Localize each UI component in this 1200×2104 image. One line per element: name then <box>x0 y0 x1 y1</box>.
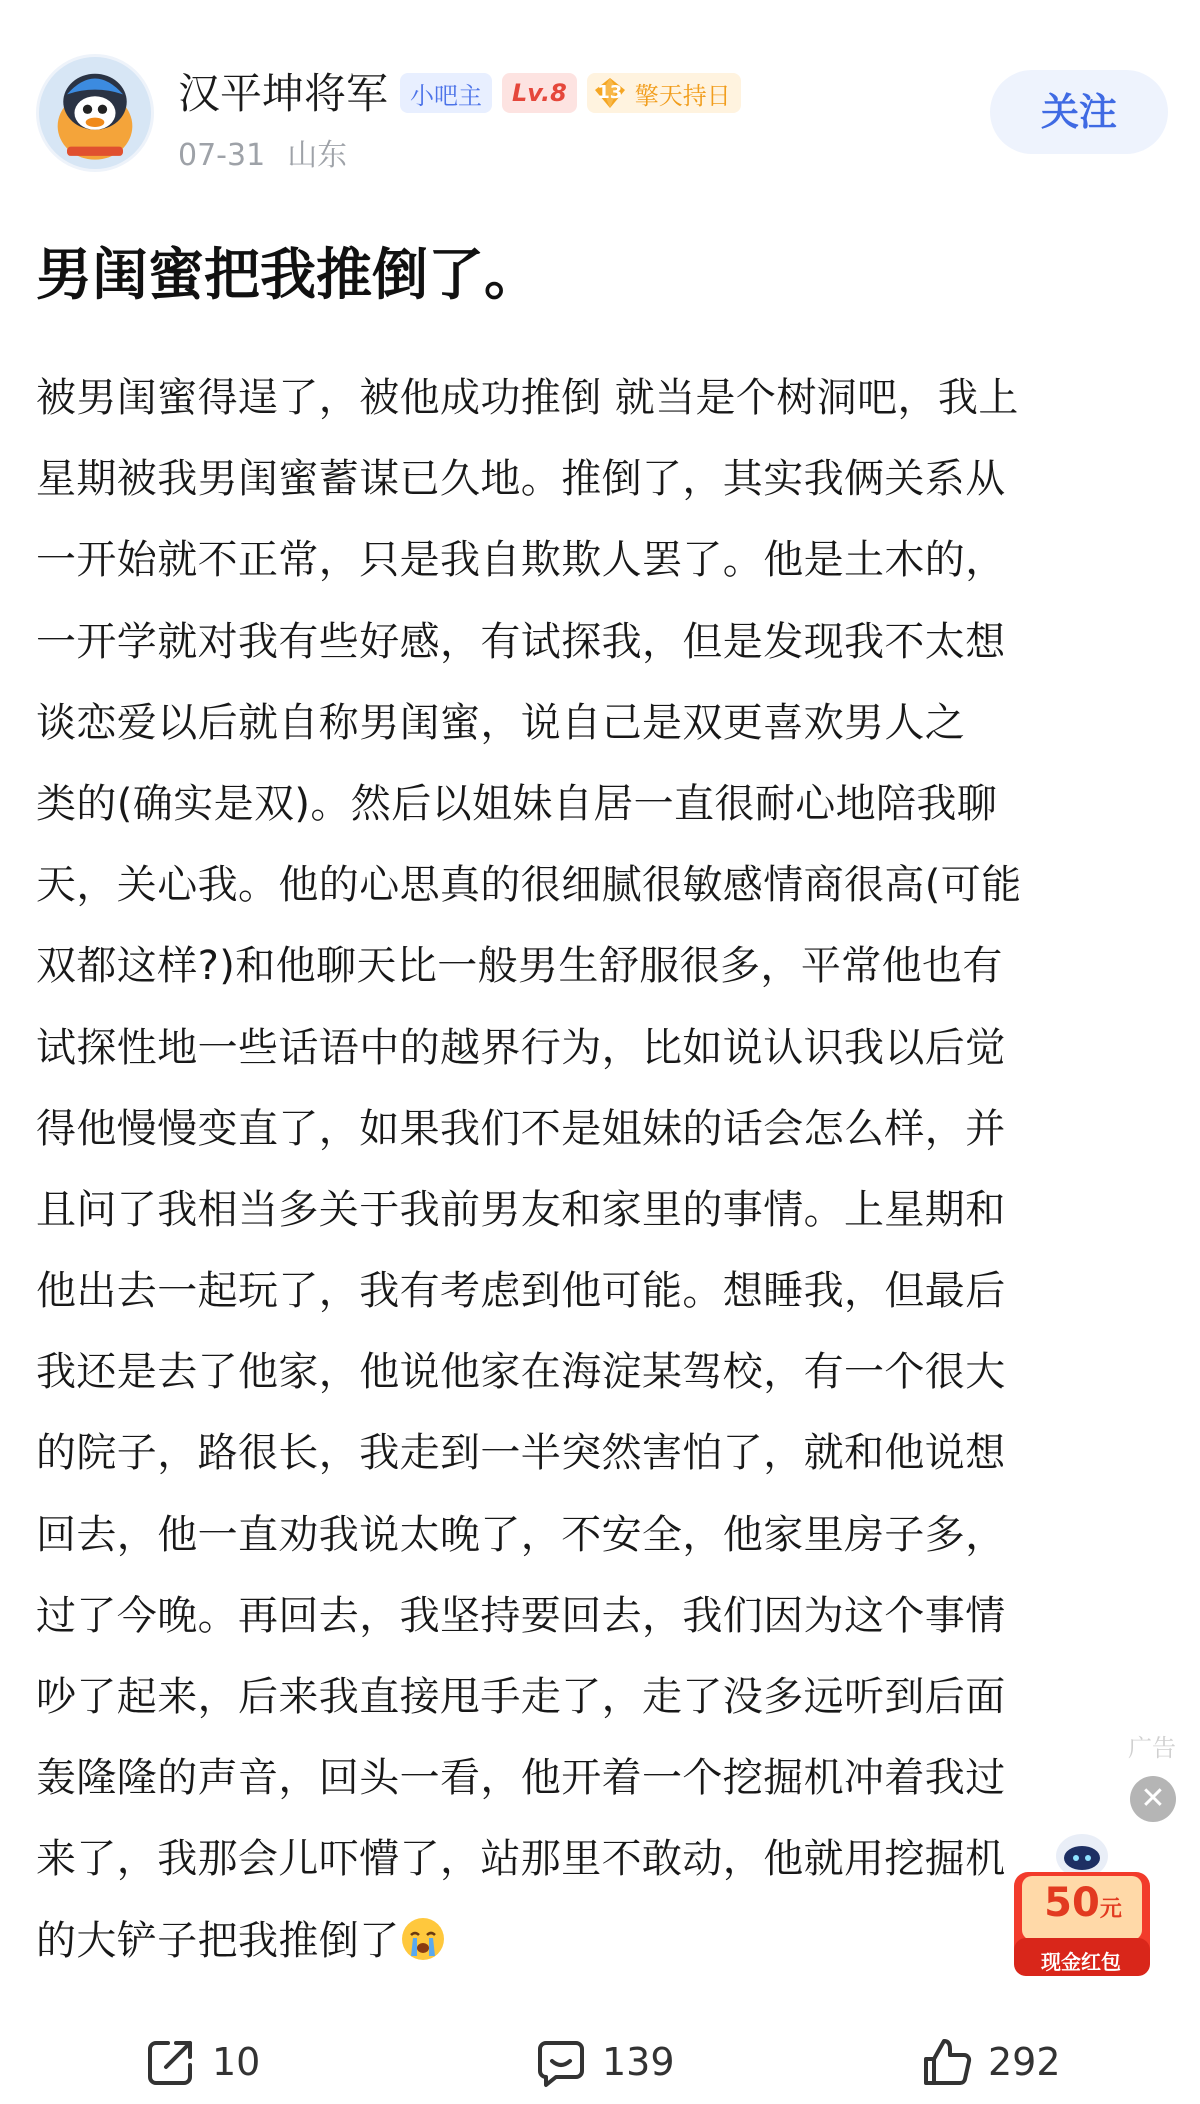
ad-close-icon[interactable]: ✕ <box>1130 1776 1176 1822</box>
body-line: 一开始就不正常，只是我自欺欺人罢了。他是土木的， <box>36 537 1006 584</box>
post-header <box>0 0 1200 190</box>
moderator-badge: 小吧主 <box>400 73 492 113</box>
username[interactable]: 汉平坤将军 <box>178 69 389 118</box>
share-count: 10 <box>212 2040 261 2084</box>
body-line: 谈恋爱以后就自称男闺蜜，说自己是双更喜欢男人之 <box>36 699 966 746</box>
post-location: 山东 <box>287 138 348 173</box>
body-line: 的院子，路很长，我走到一半突然害怕了，就和他说想 <box>36 1430 1006 1477</box>
body-line: 被男闺蜜得逞了，被他成功推倒 就当是个树洞吧，我上 <box>36 375 1019 421</box>
body-line: 得他慢慢变直了，如果我们不是姐妹的话会怎么样，并 <box>36 1105 1006 1152</box>
comment-count: 139 <box>602 2040 675 2084</box>
avatar[interactable] <box>36 54 154 172</box>
level-badge: Lv.8 <box>502 73 577 113</box>
body-line: 轰隆隆的声音，回头一看，他开着一个挖掘机冲着我过 <box>36 1755 1006 1802</box>
thumbs-up-icon <box>920 2035 974 2089</box>
red-packet-caption: 现金红包 <box>1041 1950 1121 1974</box>
share-button[interactable] <box>144 2020 260 2104</box>
red-packet-unit: 元 <box>1099 1897 1122 1922</box>
body-line: 来了，我那会儿吓懵了，站那里不敢动，他就用挖掘机 <box>36 1836 1006 1883</box>
comment-icon <box>534 2035 588 2089</box>
post-meta <box>178 130 347 174</box>
body-line: 星期被我男闺蜜蓄谋已久地。推倒了，其实我俩关系从 <box>36 456 1006 503</box>
title-badge <box>587 73 741 113</box>
badge-group <box>400 71 741 115</box>
action-bar <box>0 2020 1200 2104</box>
ad-label: 广告 <box>1128 1734 1176 1762</box>
body-line: 类的(确实是双)。然后以姐妹自居一直很耐心地陪我聊 <box>36 780 998 827</box>
like-count: 292 <box>988 2040 1061 2084</box>
like-button[interactable] <box>920 2020 1061 2104</box>
post-title: 男闺蜜把我推倒了。 <box>36 243 540 308</box>
body-line: 一开学就对我有些好感，有试探我，但是发现我不太想 <box>36 618 1006 665</box>
body-line: 双都这样?)和他聊天比一般男生舒服很多，平常他也有 <box>36 943 1003 990</box>
body-line: 我还是去了他家，他说他家在海淀某驾校，有一个很大 <box>36 1349 1006 1396</box>
crying-face-icon <box>400 1909 446 1955</box>
red-packet-ad[interactable] <box>1000 1826 1160 1986</box>
body-line-last <box>36 1901 1164 1982</box>
body-line-text: 的大铲子把我推倒了 <box>36 1917 400 1964</box>
title-level: 13 <box>597 82 623 103</box>
follow-button[interactable]: 关注 <box>990 70 1168 154</box>
body-line: 且问了我相当多关于我前男友和家里的事情。上星期和 <box>36 1186 1006 1233</box>
post-date: 07-31 <box>178 138 266 173</box>
red-packet-number: 50 <box>1044 1880 1100 1926</box>
diamond-icon <box>593 76 627 110</box>
body-line: 试探性地一些话语中的越界行为，比如说认识我以后觉 <box>36 1024 1006 1071</box>
body-line: 回去，他一直劝我说太晚了，不安全，他家里房子多， <box>36 1511 1006 1558</box>
body-line: 天，关心我。他的心思真的很细腻很敏感情商很高(可能 <box>36 862 1022 909</box>
title-text: 擎天持日 <box>634 81 731 110</box>
comment-button[interactable] <box>534 2020 675 2104</box>
body-line: 他出去一起玩了，我有考虑到他可能。想睡我，但最后 <box>36 1268 1006 1315</box>
body-line: 过了今晚。再回去，我坚持要回去，我们因为这个事情 <box>36 1592 1006 1639</box>
body-line: 吵了起来，后来我直接甩手走了，走了没多远听到后面 <box>36 1674 1006 1720</box>
red-packet-amount <box>1028 1880 1138 1926</box>
post-body <box>36 358 1164 1982</box>
share-icon <box>144 2035 198 2089</box>
